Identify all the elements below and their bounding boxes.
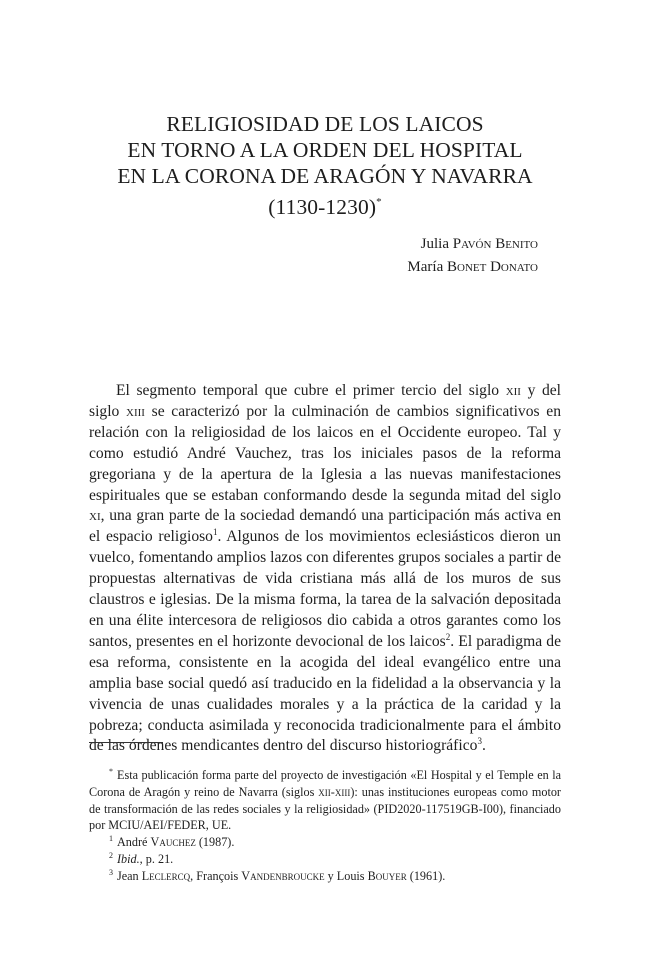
footnote-star-text-a: Esta publicación forma parte del proyecto de investigación «El Hospital y el Temple en la Corona de Aragón y reino de Navarra (siglos	[89, 768, 561, 799]
footnote-1-text-a: André	[117, 835, 151, 850]
footnote-1	[89, 834, 561, 851]
body-text-1c: se caracterizó por la culminación de cambios significativos en relación con la religiosidad de los laicos en el Occidente europeo. Tal y como estudió André Vauchez, tras los iniciales pasos de la reforma gregoriana y de la apertura de la Iglesia a las nuevas manifestaciones espirituales que se estaban conformando desde la segunda mitad del siglo	[89, 402, 561, 504]
footnote-1-surname: Vauchez	[150, 835, 196, 850]
footnote-3-surname-1: Leclercq	[141, 868, 191, 883]
footnote-3-text-b: , François	[190, 868, 242, 883]
body-paragraph	[89, 381, 561, 757]
body-century-2: xiii	[126, 402, 145, 420]
body-text-end: .	[481, 737, 486, 755]
footnote-3-surname-3: Bouyer	[367, 868, 407, 883]
author-1-given: Julia	[420, 236, 449, 252]
title-dates: (1130-1230)	[268, 195, 377, 219]
footnote-star-centuries: xii-xiii	[318, 784, 351, 799]
footnote-1-text-b: (1987).	[195, 835, 235, 850]
footnote-ref-2[interactable]: 2	[445, 631, 451, 642]
article-title	[70, 111, 580, 220]
footnote-2-text-b: p. 21.	[142, 851, 174, 866]
footnote-2-ibid: Ibid.,	[117, 851, 143, 866]
footnote-3-surname-2: Vandenbroucke	[241, 868, 325, 883]
author-2-surname: Bonet Donato	[447, 259, 538, 275]
body-century-1: xii	[505, 382, 521, 399]
footnote-2	[89, 851, 561, 868]
footnote-star	[89, 767, 561, 834]
body-century-3: xi	[89, 507, 101, 525]
author-1-surname: Pavón Benito	[452, 236, 538, 252]
footnote-3-text-a: Jean	[117, 868, 142, 883]
author-list	[238, 233, 538, 279]
body-text-1b: y del siglo	[89, 382, 561, 420]
body-text-2: . Algunos de los movimientos eclesiásticos dieron un vuelco, fomentando amplios lazos con diferentes grupos sociales a partir de propuestas alternativas de vida cristiana más allá de los muros de sus claustros e iglesias. De la misma forma, la tarea de la salvación depositada en una élite intercesora de religiosos dio cabida a otros garantes como los santos, presentes en el horizonte devocional de los laicos	[89, 528, 561, 650]
author-2-given: María	[407, 259, 444, 275]
title-line-1: RELIGIOSIDAD DE LOS LAICOS	[166, 112, 484, 136]
title-line-2: EN TORNO A LA ORDEN DEL HOSPITAL	[127, 138, 523, 162]
footnote-3	[89, 868, 561, 885]
author-2	[238, 256, 538, 279]
title-line-3: EN LA CORONA DE ARAGÓN Y NAVARRA	[117, 164, 533, 188]
footnote-3-text-d: (1961).	[406, 868, 446, 883]
footnote-2-mark: 2	[109, 850, 113, 860]
author-1	[238, 233, 538, 256]
footnote-divider	[89, 742, 163, 743]
footnote-star-mark: *	[109, 767, 113, 776]
body-text-1d: , una gran parte de la sociedad demandó una participación más activa en el espacio religioso	[89, 507, 561, 546]
footnotes	[89, 767, 561, 885]
footnote-3-mark: 3	[109, 867, 113, 877]
title-dates-line	[70, 189, 580, 220]
footnote-3-text-c: y Louis	[324, 868, 368, 883]
body-text-3: . El paradigma de esa reforma, consistente en la acogida del ideal evangélico entre una amplia base social quedó así traducido en la fidelidad a la observancia y la vivencia de unas cualidades morales y a la práctica de la caridad y la pobreza; conducta asimilada y reconocida tradicionalmente para el ámbito de las órdenes mendicantes dentro del discurso historiográfico	[89, 632, 561, 755]
footnote-star-text-b: ): unas instituciones europeas como motor de transformación de las redes sociales y la religiosidad» (PID2020-117519GB-I00), financiado por MCIU/AEI/FEDER, UE.	[89, 784, 561, 833]
footnote-1-mark: 1	[109, 834, 113, 844]
body-text-1a: El segmento temporal que cubre el primer tercio del siglo	[116, 382, 506, 399]
footnote-ref-3[interactable]: 3	[477, 736, 482, 747]
footnote-ref-1[interactable]: 1	[212, 527, 218, 538]
title-footnote-mark: *	[376, 196, 382, 208]
